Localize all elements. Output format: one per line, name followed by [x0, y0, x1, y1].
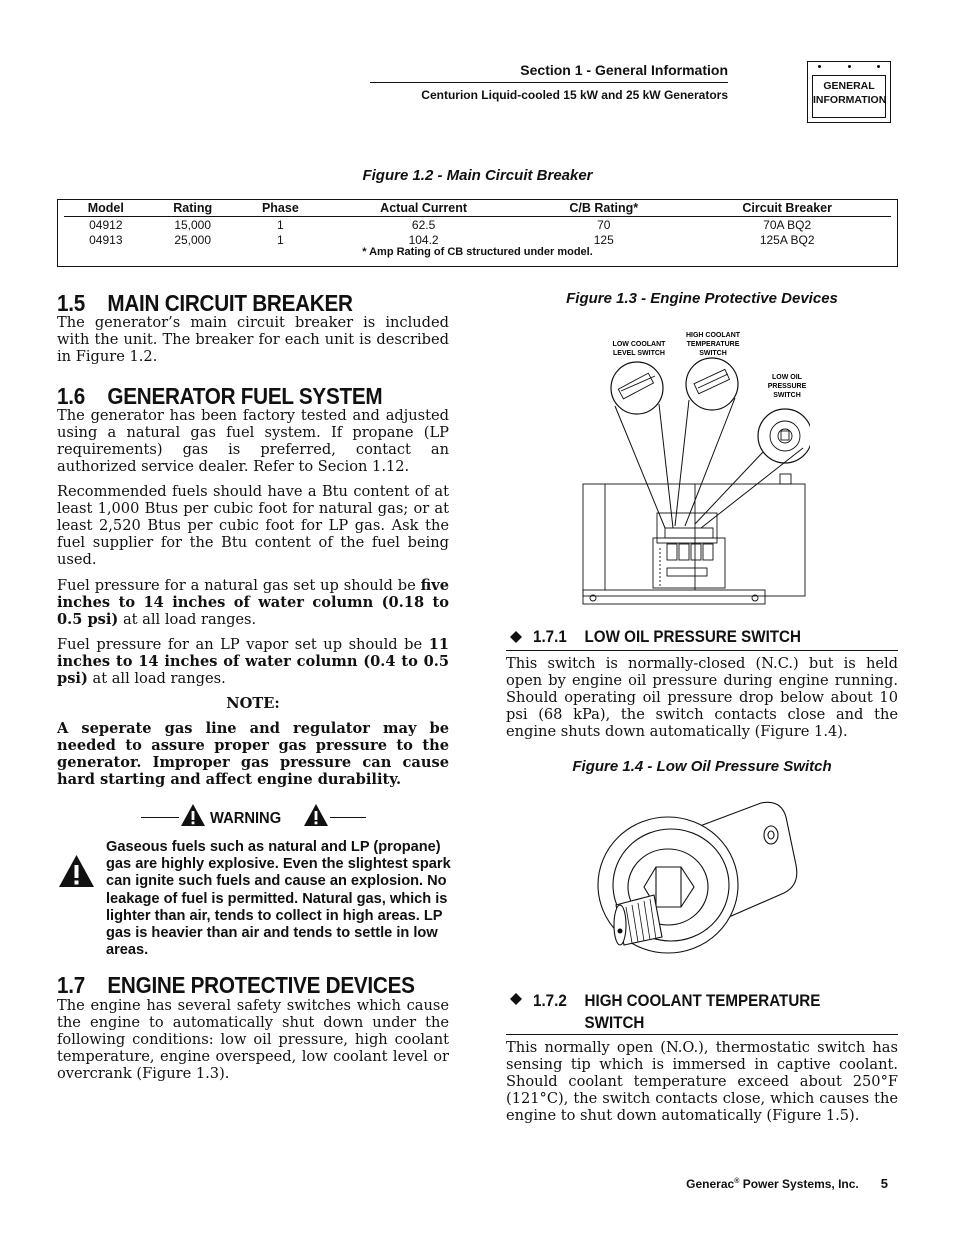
table-row — [64, 232, 891, 247]
table-cell: 04913 — [89, 232, 123, 247]
heading-1-7-1: 1.7.1 LOW OIL PRESSURE SWITCH — [533, 628, 801, 646]
low-oil-label: SWITCH — [773, 392, 801, 399]
engine-protective-devices-diagram — [575, 328, 810, 606]
tab-dot — [818, 65, 821, 68]
section-header: Section 1 - General Information — [520, 62, 728, 78]
table-cell: 1 — [277, 232, 284, 247]
column-header: Rating — [148, 200, 238, 217]
column-header: Phase — [238, 200, 323, 217]
low-oil-label: PRESSURE — [767, 383, 807, 390]
table-header-row — [64, 200, 891, 217]
high-coolant-label: SWITCH — [699, 350, 727, 357]
high-coolant-label: TEMPERATURE — [686, 341, 740, 348]
column-header: Actual Current — [323, 200, 524, 217]
paragraph: This switch is normally-closed (N.C.) but is held open by engine oil pressure during engine running. Should operating oil pressure drop below about 10 psi (68 kPa), the switch contacts close and the engine shuts down automatically (Figure 1.4). — [506, 655, 898, 740]
warning-triangle-icon — [303, 803, 329, 827]
paragraph: Recommended fuels should have a Btu content of at least 1,000 Btus per cubic foot for natural gas; or at least 2,520 Btus per cubic foot for LP gas. Ask the fuel supplier for the Btu content of the fuel being used. — [57, 483, 449, 568]
table-cell: 04912 — [89, 217, 123, 232]
paragraph: Fuel pressure for a natural gas set up should be five inches to 14 inches of water column (0.18 to 0.5 psi) at all load ranges. — [57, 577, 449, 628]
warning-label: WARNING — [210, 810, 282, 827]
table-cell: 62.5 — [411, 217, 436, 232]
paragraph: The generator’s main circuit breaker is included with the unit. The breaker for each unit is described in Figure 1.2. — [57, 314, 449, 365]
column-header: Model — [64, 200, 148, 217]
warning-rule — [330, 817, 366, 818]
table-cell: 70 — [597, 217, 611, 232]
paragraph: This normally open (N.O.), thermostatic switch has sensing tip which is immersed in captive coolant. Should coolant temperature exceed about 250°F (121°C), the switch contacts close, which causes the engine to shut down automatically (Figure 1.5). — [506, 1039, 898, 1124]
heading-1-5: 1.5 MAIN CIRCUIT BREAKER — [57, 290, 353, 316]
low-oil-label: LOW OIL — [772, 374, 802, 381]
heading-rule — [506, 1034, 898, 1035]
table-cell: 70A BQ2 — [763, 217, 812, 232]
circuit-breaker-table — [57, 199, 898, 267]
diamond-bullet-icon — [509, 992, 523, 1006]
page-footer: Generac® Power Systems, Inc. 5 — [686, 1176, 888, 1191]
heading-1-7-2: 1.7.2 HIGH COOLANT TEMPERATURE SWITCH — [533, 992, 821, 1032]
section-tab — [807, 61, 891, 123]
paragraph: Fuel pressure for an LP vapor set up should be 11 inches to 14 inches of water column (0.4 to 0.5 psi) at all load ranges. — [57, 636, 449, 687]
note-text: A seperate gas line and regulator may be needed to assure proper gas pressure to the generator. Improper gas pressure can cause hard starting and affect engine durability. — [57, 720, 449, 788]
low-oil-pressure-switch-diagram — [596, 795, 808, 961]
low-coolant-label: LEVEL SWITCH — [613, 350, 665, 357]
figure-1-4-caption: Figure 1.4 - Low Oil Pressure Switch — [572, 758, 832, 775]
heading-rule — [506, 650, 898, 651]
diamond-bullet-icon — [509, 630, 523, 644]
warning-triangle-icon — [58, 854, 95, 888]
table-cell: 25,000 — [174, 232, 212, 247]
header-rule — [370, 82, 728, 83]
tab-dot — [848, 65, 851, 68]
table-cell: 125A BQ2 — [759, 232, 815, 247]
table-cell: 125 — [593, 232, 614, 247]
table-cell: 15,000 — [174, 217, 212, 232]
heading-1-6: 1.6 GENERATOR FUEL SYSTEM — [57, 383, 383, 409]
warning-rule — [141, 817, 179, 818]
page-number: 5 — [880, 1176, 888, 1191]
figure-1-2-caption: Figure 1.2 - Main Circuit Breaker — [362, 167, 593, 184]
paragraph: The engine has several safety switches which cause the engine to automatically shut down under the following conditions: low oil pressure, high coolant temperature, engine overspeed, low coolant level or overcrank (Figure 1.3). — [57, 997, 449, 1082]
high-coolant-label: HIGH COOLANT — [685, 332, 741, 339]
figure-1-3-caption: Figure 1.3 - Engine Protective Devices — [566, 290, 838, 307]
column-header: C/B Rating* — [524, 200, 683, 217]
table-cell: 104.2 — [408, 232, 439, 247]
tab-dot — [877, 65, 880, 68]
note-label: NOTE: — [226, 695, 280, 712]
table-footnote: * Amp Rating of CB structured under model. — [362, 246, 593, 258]
table-cell: 1 — [277, 217, 284, 232]
paragraph: The generator has been factory tested and adjusted using a natural gas fuel system. If propane (LP requirements) gas is preferred, contact an authorized service dealer. Refer to Secion 1.12. — [57, 407, 449, 475]
warning-triangle-icon — [180, 803, 206, 827]
tab-label: GENERAL INFORMATION — [812, 75, 886, 118]
warning-text: Gaseous fuels such as natural and LP (propane) gas are highly explosive. Even the slightest spark can ignite such fuels and cause an explosion. No leakage of fuel is permitted. Natural gas, which is lighter than air, tends to collect in high areas. LP gas is heavier than air and tends to settle in low areas. — [106, 839, 451, 959]
low-coolant-label: LOW COOLANT — [612, 341, 666, 348]
column-header: Circuit Breaker — [683, 200, 891, 217]
table-row — [64, 217, 891, 233]
heading-1-7: 1.7 ENGINE PROTECTIVE DEVICES — [57, 972, 415, 998]
document-subtitle: Centurion Liquid-cooled 15 kW and 25 kW Generators — [421, 88, 728, 102]
